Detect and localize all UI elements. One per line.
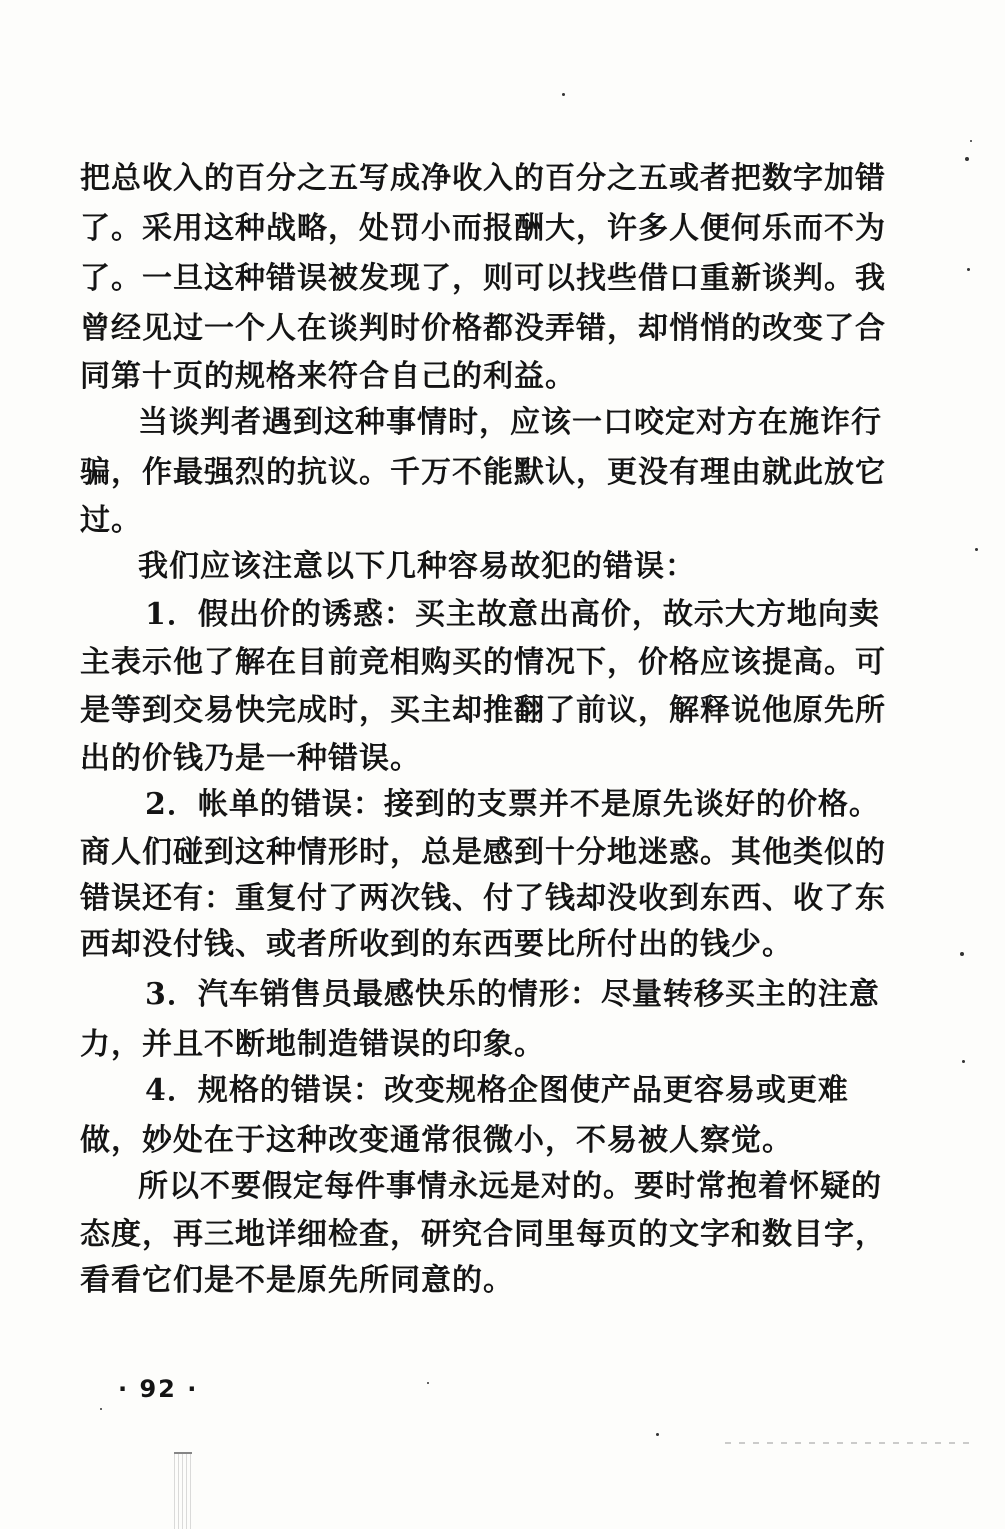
text-line-14: 2．帐单的错误：接到的支票并不是原先谈好的价格。: [145, 787, 880, 822]
scan-speck: [965, 157, 969, 161]
text-line-13: 出的价钱乃是一种错误。: [80, 741, 421, 776]
text-line-3: 了。一旦这种错误被发现了，则可以找些借口重新谈判。我: [80, 261, 886, 296]
text-line-19: 力，并且不断地制造错误的印象。: [80, 1027, 545, 1062]
text-line-9: 我们应该注意以下几种容易故犯的错误：: [138, 549, 696, 584]
text-line-1: 把总收入的百分之五写成净收入的百分之五或者把数字加错: [80, 161, 886, 196]
text-line-18: 3．汽车销售员最感快乐的情形：尽量转移买主的注意: [145, 977, 880, 1012]
text-line-10: 1．假出价的诱惑：买主故意出高价，故示大方地向卖: [145, 597, 880, 632]
scan-speck: [100, 1408, 102, 1410]
text-line-22: 所以不要假定每件事情永远是对的。要时常抱着怀疑的: [138, 1169, 882, 1204]
text-line-15: 商人们碰到这种情形时，总是感到十分地迷惑。其他类似的: [80, 835, 886, 870]
text-line-17: 西却没付钱、或者所收到的东西要比所付出的钱少。: [80, 927, 793, 962]
scan-speck: [427, 1382, 429, 1384]
scan-speck: [960, 952, 964, 956]
binding-edge: [174, 1452, 192, 1529]
scan-speck: [975, 548, 978, 551]
text-line-2: 了。采用这种战略，处罚小而报酬大，许多人便何乐而不为: [80, 211, 886, 246]
scan-speck: [962, 1060, 965, 1063]
text-line-21: 做，妙处在于这种改变通常很微小，不易被人察觉。: [80, 1123, 793, 1158]
scan-speck: [970, 140, 972, 142]
text-line-7: 骗，作最强烈的抗议。千万不能默认，更没有理由就此放它: [80, 455, 886, 490]
text-line-8: 过。: [80, 503, 142, 538]
scan-speck: [967, 268, 970, 271]
text-line-4: 曾经见过一个人在谈判时价格都没弄错，却悄悄的改变了合: [80, 311, 886, 346]
text-line-20: 4．规格的错误：改变规格企图使产品更容易或更难: [145, 1073, 849, 1108]
text-line-5: 同第十页的规格来符合自己的利益。: [80, 359, 576, 394]
text-line-16: 错误还有：重复付了两次钱、付了钱却没收到东西、收了东: [80, 881, 886, 916]
scan-line: [725, 1442, 975, 1444]
scan-speck: [656, 1433, 659, 1436]
text-line-11: 主表示他了解在目前竞相购买的情况下，价格应该提高。可: [80, 645, 886, 680]
text-line-24: 看看它们是不是原先所同意的。: [80, 1263, 514, 1298]
text-line-12: 是等到交易快完成时，买主却推翻了前议，解释说他原先所: [80, 693, 886, 728]
scan-speck: [562, 93, 565, 96]
text-line-23: 态度，再三地详细检查，研究合同里每页的文字和数目字，: [80, 1217, 886, 1252]
page-number: · 92 ·: [118, 1375, 199, 1403]
text-line-6: 当谈判者遇到这种事情时，应该一口咬定对方在施诈行: [138, 405, 882, 440]
